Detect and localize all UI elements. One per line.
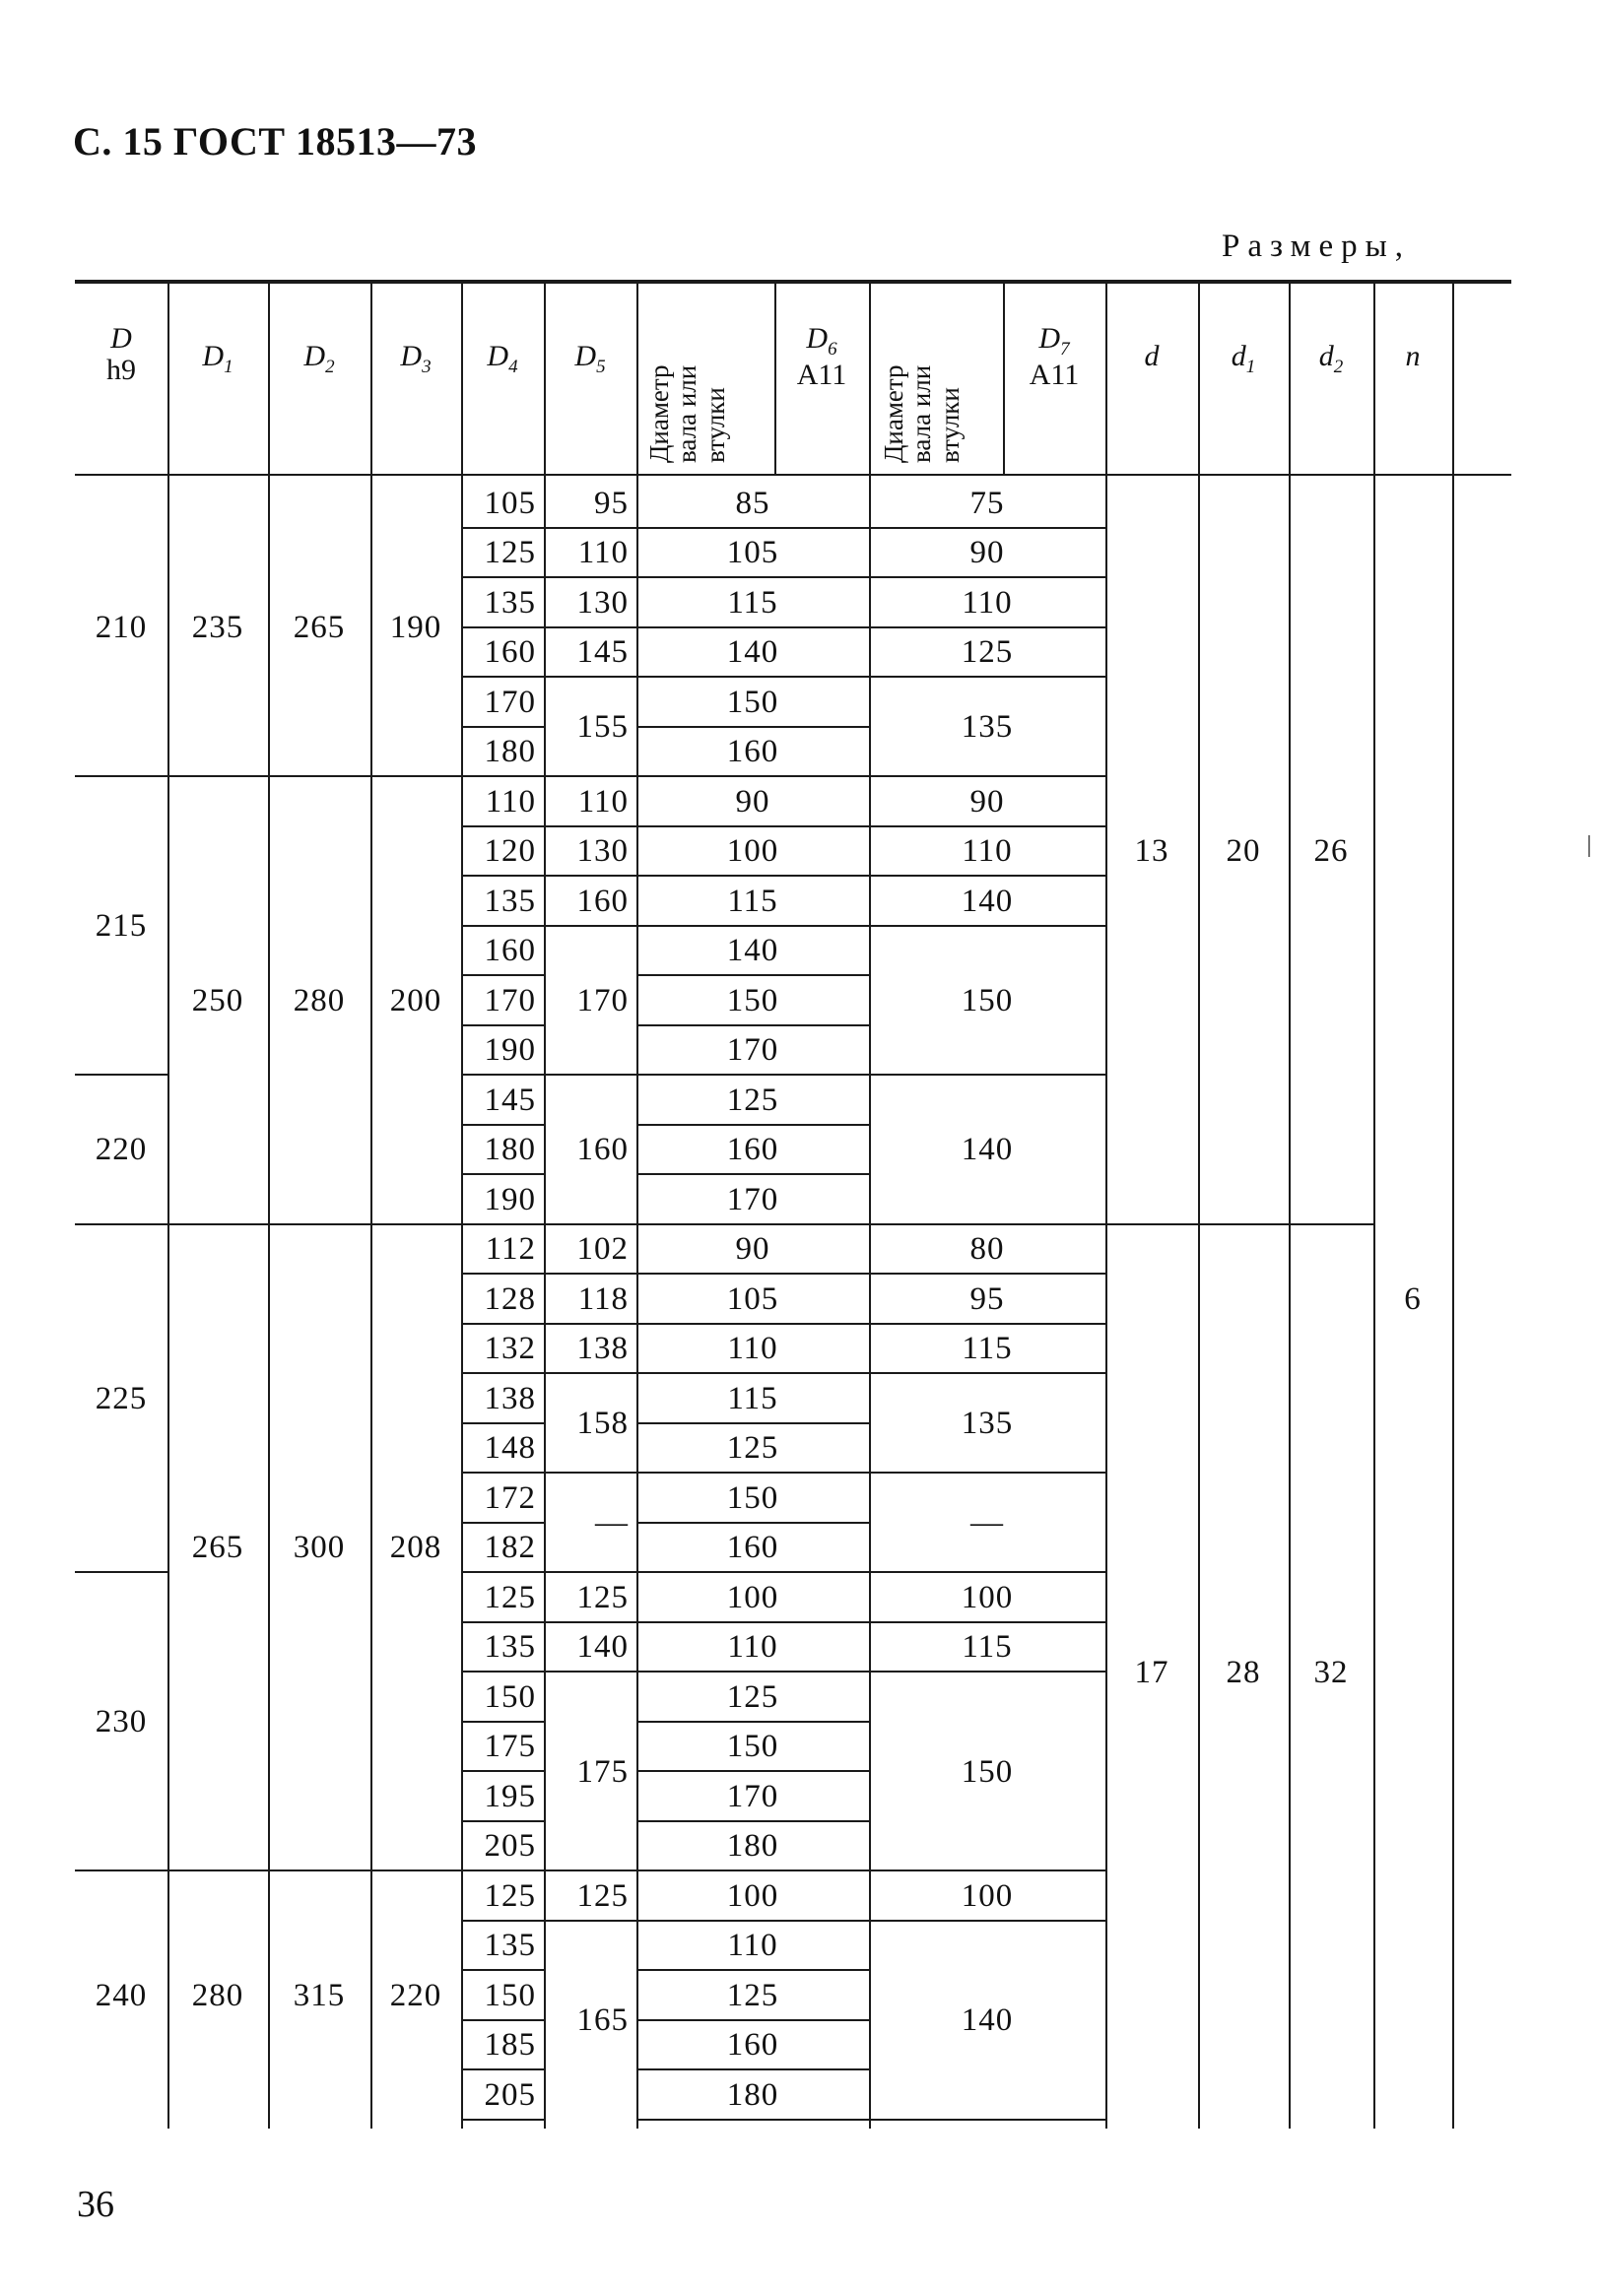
row-group-rule <box>75 775 167 777</box>
row-rule <box>636 2019 869 2021</box>
cell-D5: 95 <box>594 485 629 521</box>
row-rule <box>636 1770 869 1772</box>
row-rule <box>636 1571 869 1573</box>
row-rule <box>869 676 1105 678</box>
cell-D7: 110 <box>962 584 1013 621</box>
cell-D4: 160 <box>484 933 536 969</box>
cell-D5: 125 <box>576 1579 629 1615</box>
cell-D6: 110 <box>727 1331 778 1367</box>
row-rule <box>461 1124 544 1126</box>
cell-D4: 110 <box>485 783 536 820</box>
row-rule <box>636 875 869 877</box>
row-rule <box>869 576 1105 578</box>
row-rule <box>461 1372 544 1374</box>
cell-D6: 105 <box>726 1280 779 1317</box>
header-D1: $D_1$ <box>202 340 233 377</box>
cell-D6: 150 <box>726 684 779 720</box>
cell-D6: 125 <box>726 1082 779 1118</box>
row-rule <box>869 1671 1105 1673</box>
row-rule <box>544 825 636 827</box>
cell-D6: 140 <box>726 933 779 969</box>
cell-D4: 170 <box>484 982 536 1018</box>
row-rule <box>461 1223 544 1225</box>
cell-D1: 235 <box>191 610 244 645</box>
row-rule <box>461 875 544 877</box>
row-rule <box>544 1870 636 1871</box>
cell-D5: 165 <box>576 2002 629 2038</box>
row-rule <box>461 1074 544 1076</box>
row-rule <box>461 2119 544 2121</box>
page-header: С. 15 ГОСТ 18513—73 <box>73 119 478 164</box>
row-rule <box>869 1920 1105 1922</box>
cell-D6: 170 <box>726 1032 779 1069</box>
row-rule <box>636 1273 869 1275</box>
cell-D4: 172 <box>484 1479 536 1516</box>
cell-D5: 145 <box>576 634 629 671</box>
cell-D6: 160 <box>726 2027 779 2064</box>
cell-D6: 90 <box>735 1231 770 1268</box>
cell-D4: 195 <box>484 1778 536 1814</box>
row-rule <box>636 1671 869 1673</box>
cell-D2: 315 <box>293 1977 346 2013</box>
header-D6: $D_6$ A11 <box>796 322 847 391</box>
row-rule <box>869 1372 1105 1374</box>
row-rule <box>544 1074 636 1076</box>
row-rule <box>869 1870 1105 1871</box>
row-rule <box>636 1422 869 1424</box>
row-rule <box>461 2068 544 2070</box>
row-rule <box>869 1323 1105 1325</box>
cell-D7: 110 <box>962 833 1013 870</box>
cell-d2: 32 <box>1313 1654 1349 1690</box>
cell-D7: 115 <box>962 1331 1013 1367</box>
header-D2: $D_2$ <box>303 340 335 377</box>
cell-d1: 28 <box>1226 1654 1261 1690</box>
header-D5: $D_5$ <box>574 340 606 377</box>
cell-D6: 150 <box>726 1729 779 1765</box>
row-rule <box>544 676 636 678</box>
row-group-rule <box>75 1223 167 1225</box>
cell-D6: 170 <box>726 1181 779 1217</box>
cell-D7: 100 <box>961 1579 1014 1615</box>
cell-D1: 250 <box>191 982 244 1018</box>
row-rule <box>461 576 544 578</box>
cell-D4: 128 <box>484 1280 536 1317</box>
row-rule <box>869 527 1105 529</box>
cell-D4: 205 <box>484 1828 536 1865</box>
header-D: D h9 <box>106 322 136 386</box>
table-top-rule <box>75 280 1511 284</box>
row-rule <box>461 626 544 628</box>
row-rule <box>636 1522 869 1524</box>
row-rule <box>636 1223 869 1225</box>
cell-D6: 100 <box>726 1877 779 1914</box>
cell-D5: 160 <box>576 883 629 919</box>
header-d: d <box>1144 340 1160 372</box>
cell-D7: 100 <box>961 1877 1014 1914</box>
row-rule <box>461 1770 544 1772</box>
row-rule <box>544 1223 636 1225</box>
page-number: 36 <box>77 2184 114 2225</box>
row-rule <box>461 1571 544 1573</box>
row-rule <box>544 1671 636 1673</box>
row-rule <box>869 875 1105 877</box>
row-rule <box>636 1024 869 1026</box>
cell-D4: 120 <box>484 833 536 870</box>
cell-D7: 135 <box>961 1406 1014 1441</box>
cell-D6: 180 <box>726 2076 779 2113</box>
cell-D7: 90 <box>969 535 1005 571</box>
cell-D5: 110 <box>577 535 629 571</box>
row-rule <box>544 1920 636 1922</box>
header-d2: $d_2$ <box>1318 340 1344 377</box>
cell-D4: 150 <box>484 1977 536 2013</box>
cell-D4: 125 <box>484 535 536 571</box>
cell-D7: 125 <box>961 634 1014 671</box>
row-rule <box>636 527 869 529</box>
cell-D: 225 <box>95 1380 148 1416</box>
cell-D: 220 <box>95 1132 148 1168</box>
row-rule <box>869 2119 1105 2121</box>
row-rule <box>461 1721 544 1723</box>
header-D4: $D_4$ <box>487 340 518 377</box>
units-caption: Размеры, <box>1222 229 1412 264</box>
row-rule <box>461 775 544 777</box>
row-rule <box>636 1472 869 1474</box>
cell-D5: 125 <box>576 1877 629 1914</box>
header-n: n <box>1405 340 1421 372</box>
row-rule <box>544 527 636 529</box>
row-rule <box>636 974 869 976</box>
cell-D4: 190 <box>484 1032 536 1069</box>
row-rule <box>461 726 544 728</box>
row-rule <box>461 1522 544 1524</box>
cell-D4: 150 <box>484 1678 536 1715</box>
row-rule <box>869 1472 1105 1474</box>
cell-D7: 140 <box>961 2002 1014 2038</box>
cell-D4: 180 <box>484 1132 536 1168</box>
row-rule <box>544 1273 636 1275</box>
cell-D3: 208 <box>389 1530 442 1566</box>
cell-D2: 265 <box>293 610 346 645</box>
row-rule <box>636 2119 869 2121</box>
row-rule <box>544 626 636 628</box>
row-rule <box>869 775 1105 777</box>
cell-D4: 135 <box>484 1928 536 1964</box>
row-rule <box>636 1124 869 1126</box>
row-rule <box>461 1621 544 1623</box>
row-rule <box>636 1870 869 1871</box>
row-rule <box>461 1472 544 1474</box>
cell-D: 240 <box>95 1977 148 2013</box>
cell-D3: 220 <box>389 1977 442 2013</box>
cell-D6: 160 <box>726 1132 779 1168</box>
cell-D6: 115 <box>727 883 778 919</box>
header-D3: $D_3$ <box>400 340 432 377</box>
cell-D5: 130 <box>576 584 629 621</box>
row-group-rule <box>75 1870 167 1871</box>
row-rule <box>636 576 869 578</box>
cell-D6: 125 <box>726 1430 779 1467</box>
row-rule <box>461 1870 544 1871</box>
row-rule <box>544 1372 636 1374</box>
row-group-rule <box>167 1223 461 1225</box>
cell-D1: 265 <box>191 1530 244 1566</box>
row-rule <box>461 527 544 529</box>
header-d1: $d_1$ <box>1231 340 1256 377</box>
row-rule <box>636 1621 869 1623</box>
cell-D4: 125 <box>484 1579 536 1615</box>
cell-D5: 155 <box>576 709 629 745</box>
row-rule <box>636 1969 869 1971</box>
cell-n: 6 <box>1404 1280 1422 1317</box>
row-group-rule <box>1105 1223 1375 1225</box>
row-rule <box>636 1323 869 1325</box>
cell-D5: 170 <box>576 982 629 1018</box>
cell-D4: 125 <box>484 1877 536 1914</box>
cell-D4: 180 <box>484 734 536 770</box>
cell-D7: 140 <box>961 883 1014 919</box>
header-shaft-diameter-D7: Диаметр вала или втулки <box>879 364 965 463</box>
cell-D5: 118 <box>577 1280 629 1317</box>
row-rule <box>544 1571 636 1573</box>
row-rule <box>869 825 1105 827</box>
row-rule <box>461 1173 544 1175</box>
cell-D6: 160 <box>726 734 779 770</box>
cell-D7: 75 <box>969 485 1005 521</box>
cell-D2: 280 <box>293 982 346 1018</box>
row-group-rule <box>167 775 461 777</box>
row-rule <box>636 676 869 678</box>
row-rule <box>636 1173 869 1175</box>
row-rule <box>461 1820 544 1822</box>
row-rule <box>461 974 544 976</box>
cell-D: 210 <box>95 610 148 645</box>
row-rule <box>636 1920 869 1922</box>
row-rule <box>636 1820 869 1822</box>
row-rule <box>461 1323 544 1325</box>
cell-D5: 140 <box>576 1629 629 1666</box>
cell-D6: 125 <box>726 1678 779 1715</box>
row-rule <box>869 1621 1105 1623</box>
cell-D6: 160 <box>726 1530 779 1566</box>
row-rule <box>544 1621 636 1623</box>
cell-D6: 180 <box>726 1828 779 1865</box>
cell-D7: 135 <box>961 709 1014 745</box>
cell-D3: 190 <box>389 610 442 645</box>
cell-D4: 138 <box>484 1380 536 1416</box>
cell-D7: 115 <box>962 1629 1013 1666</box>
cell-D: 215 <box>95 908 148 944</box>
cell-D4: 135 <box>484 883 536 919</box>
cell-d1: 20 <box>1226 833 1261 870</box>
cell-D6: 90 <box>735 783 770 820</box>
row-rule <box>461 1024 544 1026</box>
cell-D4: 182 <box>484 1530 536 1566</box>
row-rule <box>461 925 544 927</box>
row-rule <box>636 925 869 927</box>
row-rule <box>869 1273 1105 1275</box>
cell-D5: — <box>595 1505 629 1541</box>
cell-D7: 95 <box>969 1280 1005 1317</box>
row-rule <box>461 1671 544 1673</box>
cell-D5: 110 <box>577 783 629 820</box>
cell-D4: 148 <box>484 1430 536 1467</box>
row-rule <box>461 1422 544 1424</box>
cell-D4: 160 <box>484 634 536 671</box>
cell-D5: 102 <box>576 1231 629 1268</box>
cell-D3: 200 <box>389 982 442 1018</box>
cell-D5: 160 <box>576 1132 629 1168</box>
header-D7: $D_7$ A11 <box>1029 322 1080 391</box>
cell-D5: 175 <box>576 1753 629 1790</box>
header-divider <box>1003 284 1005 475</box>
column-rule <box>1452 284 1454 2129</box>
row-rule <box>544 775 636 777</box>
cell-D7: 150 <box>961 982 1014 1018</box>
row-rule <box>544 1323 636 1325</box>
header-bottom-rule <box>75 474 1511 476</box>
row-rule <box>869 925 1105 927</box>
row-rule <box>869 1571 1105 1573</box>
header-divider <box>774 284 776 475</box>
row-rule <box>461 825 544 827</box>
cell-D6: 125 <box>726 1977 779 2013</box>
row-rule <box>636 1372 869 1374</box>
row-rule <box>636 1721 869 1723</box>
cell-D7: — <box>970 1505 1004 1541</box>
cell-D6: 85 <box>735 485 770 521</box>
cell-D6: 110 <box>727 1629 778 1666</box>
cell-d: 13 <box>1134 833 1169 870</box>
row-rule <box>636 726 869 728</box>
cell-D4: 135 <box>484 584 536 621</box>
cell-D6: 100 <box>726 833 779 870</box>
cell-D2: 300 <box>293 1530 346 1566</box>
cell-D4: 185 <box>484 2027 536 2064</box>
row-group-rule <box>167 1870 461 1871</box>
header-shaft-diameter-D6: Диаметр вала или втулки <box>644 364 730 463</box>
cell-D6: 110 <box>727 1928 778 1964</box>
cell-D7: 80 <box>969 1231 1005 1268</box>
row-rule <box>544 875 636 877</box>
row-group-rule <box>75 1074 167 1076</box>
cell-d2: 26 <box>1313 833 1349 870</box>
cell-D6: 115 <box>727 1380 778 1416</box>
cell-D: 230 <box>95 1704 148 1739</box>
cell-D4: 145 <box>484 1082 536 1118</box>
cell-D6: 105 <box>726 535 779 571</box>
cell-D5: 158 <box>576 1406 629 1441</box>
cell-D4: 175 <box>484 1729 536 1765</box>
row-rule <box>461 2019 544 2021</box>
row-rule <box>869 1074 1105 1076</box>
cell-D7: 140 <box>961 1132 1014 1168</box>
cell-D4: 190 <box>484 1181 536 1217</box>
row-rule <box>636 1074 869 1076</box>
cell-D1: 280 <box>191 1977 244 2013</box>
cell-D4: 112 <box>485 1231 536 1268</box>
cell-D4: 135 <box>484 1629 536 1666</box>
row-rule <box>869 626 1105 628</box>
cell-D5: 138 <box>576 1331 629 1367</box>
row-rule <box>636 2068 869 2070</box>
cell-D6: 170 <box>726 1778 779 1814</box>
row-rule <box>461 1273 544 1275</box>
cell-D4: 170 <box>484 684 536 720</box>
cell-D4: 205 <box>484 2076 536 2113</box>
row-rule <box>461 1969 544 1971</box>
cell-D5: 130 <box>576 833 629 870</box>
cell-D6: 140 <box>726 634 779 671</box>
row-rule <box>869 1223 1105 1225</box>
cell-D6: 150 <box>726 982 779 1018</box>
cell-D7: 90 <box>969 783 1005 820</box>
cell-D6: 115 <box>727 584 778 621</box>
row-rule <box>636 825 869 827</box>
row-rule <box>636 626 869 628</box>
row-rule <box>636 775 869 777</box>
cell-d: 17 <box>1134 1654 1169 1690</box>
cell-D4: 132 <box>484 1331 536 1367</box>
row-rule <box>544 576 636 578</box>
cell-D7: 150 <box>961 1753 1014 1790</box>
row-group-rule <box>75 1571 167 1573</box>
cell-D6: 100 <box>726 1579 779 1615</box>
cell-D4: 105 <box>484 485 536 521</box>
row-rule <box>461 1920 544 1922</box>
row-rule <box>544 925 636 927</box>
row-rule <box>461 676 544 678</box>
row-rule <box>544 1472 636 1474</box>
cell-D6: 150 <box>726 1479 779 1516</box>
